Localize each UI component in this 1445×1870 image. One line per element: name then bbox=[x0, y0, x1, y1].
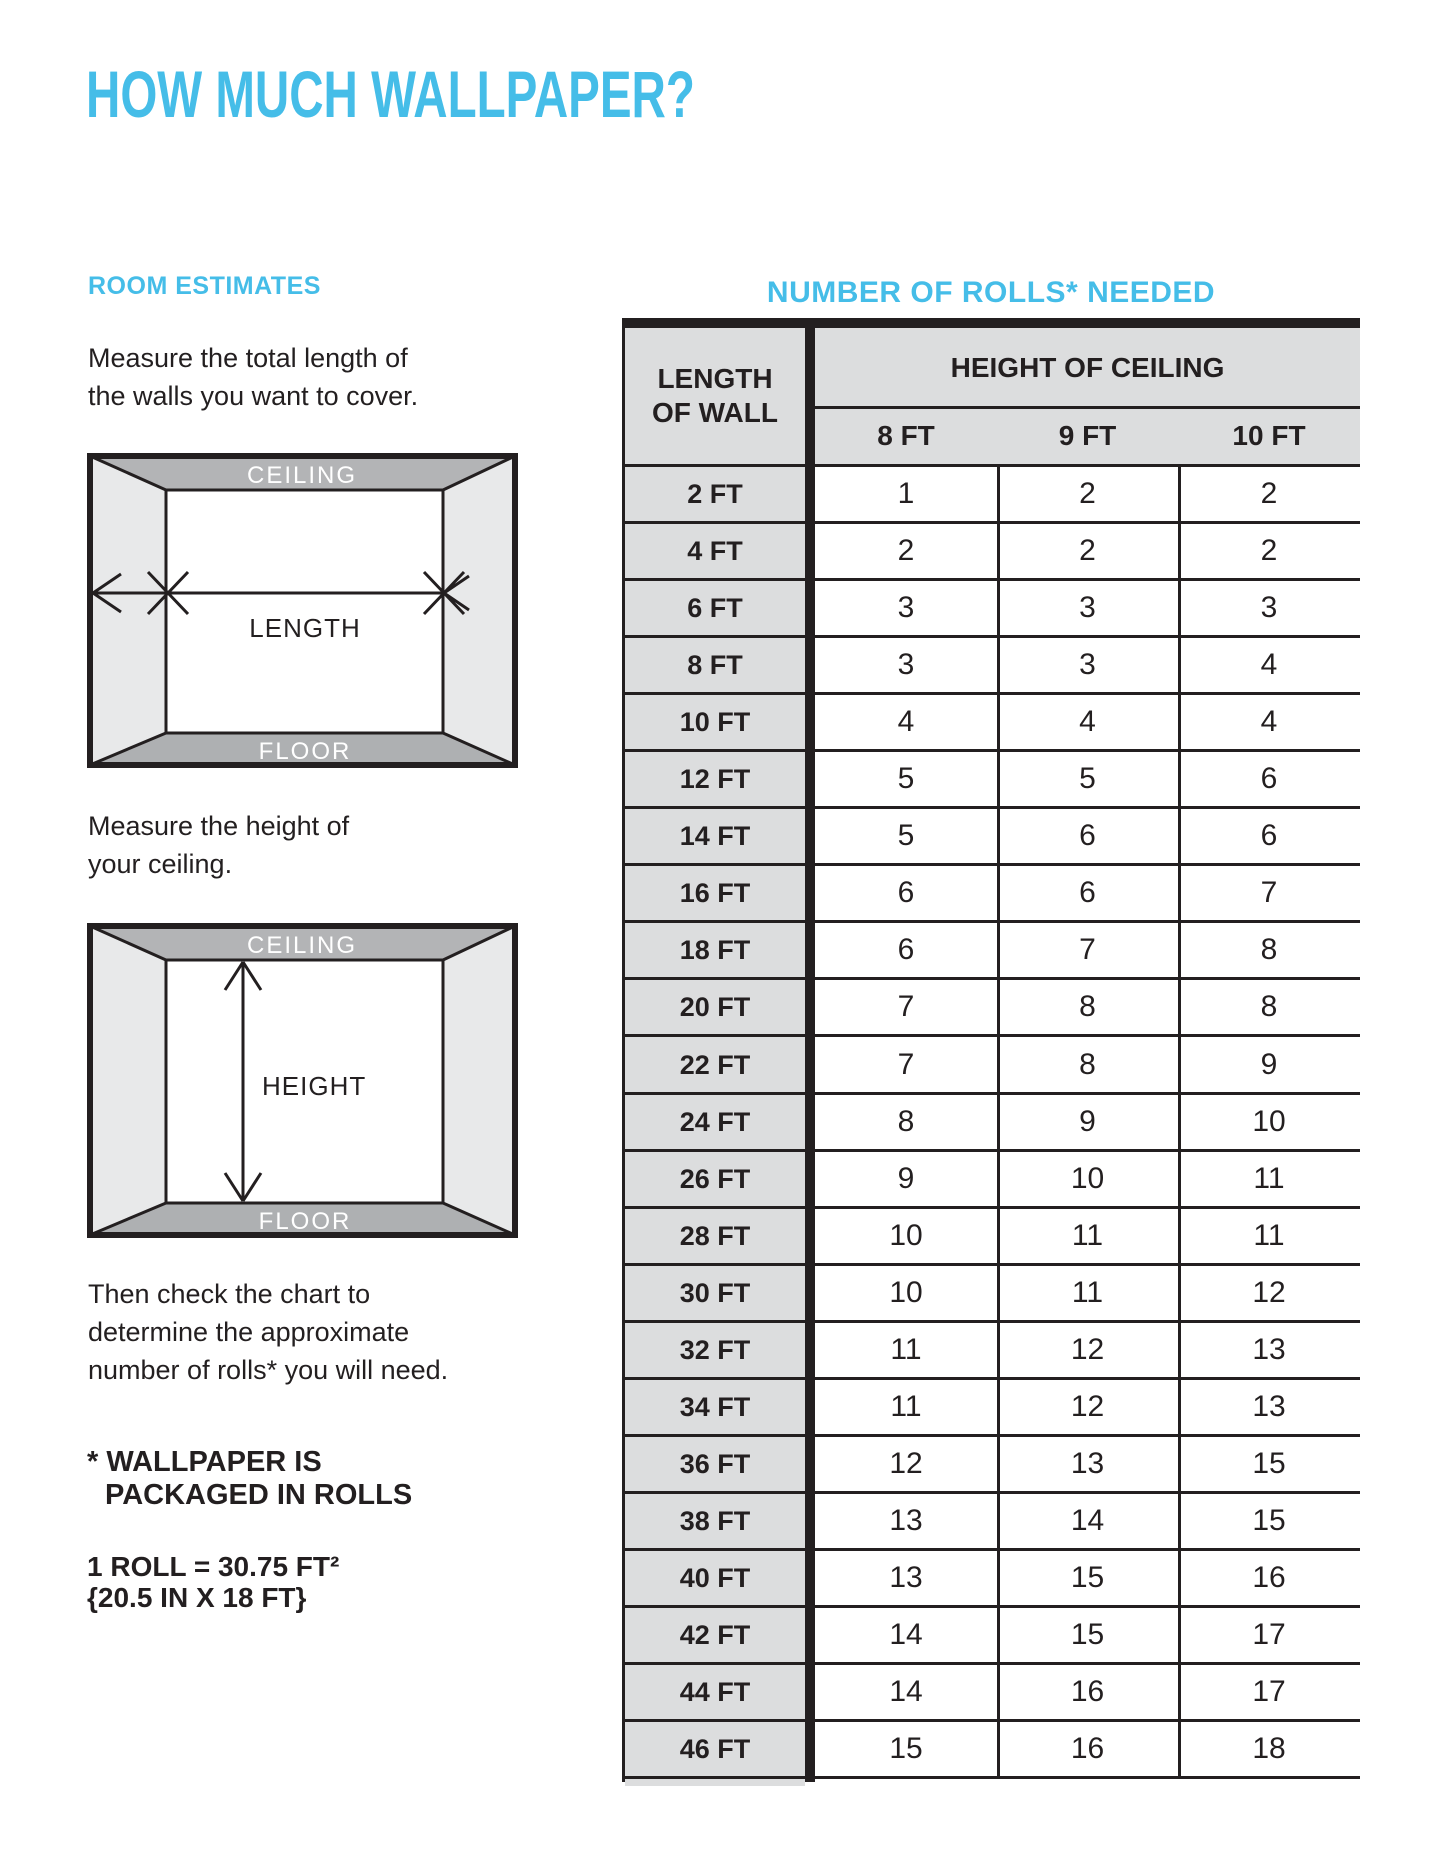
roll-count-cell: 16 bbox=[1070, 1675, 1105, 1708]
wall-length-cell: 8 FT bbox=[687, 649, 743, 680]
roll-count-cell: 3 bbox=[1079, 591, 1096, 624]
table-row bbox=[622, 1380, 1360, 1437]
floor-label: FLOOR bbox=[258, 738, 352, 765]
roll-count-cell: 9 bbox=[897, 1162, 915, 1195]
table-row bbox=[622, 695, 1360, 752]
roll-count-cell: 16 bbox=[1252, 1561, 1286, 1594]
roll-count-cell: 7 bbox=[897, 990, 915, 1023]
roll-area-line: 1 ROLL = 30.75 FT² bbox=[87, 1551, 340, 1582]
right-wall bbox=[443, 456, 515, 765]
wall-length-cell: 36 FT bbox=[679, 1448, 751, 1479]
wall-length-cell: 14 FT bbox=[679, 820, 751, 851]
table-row bbox=[622, 1038, 1360, 1095]
instruction-step-2 bbox=[88, 807, 349, 883]
instruction-step-1 bbox=[88, 339, 418, 415]
roll-count-cell: 2 bbox=[897, 534, 915, 567]
wall-length-cell: 20 FT bbox=[679, 991, 751, 1022]
room-estimates-heading: ROOM ESTIMATES bbox=[88, 272, 321, 300]
step1-line1: Measure the total length of bbox=[88, 343, 408, 373]
wall-length-cell: 40 FT bbox=[679, 1562, 751, 1593]
roll-count-cell: 6 bbox=[1260, 819, 1278, 852]
step2-line2: your ceiling. bbox=[88, 849, 233, 879]
roll-count-cell: 14 bbox=[1070, 1504, 1105, 1537]
length-of-wall-header bbox=[625, 328, 805, 464]
roll-count-cell: 8 bbox=[1079, 990, 1096, 1023]
table-row bbox=[622, 1152, 1360, 1209]
roll-count-cell: 6 bbox=[897, 933, 915, 966]
table-row bbox=[622, 752, 1360, 809]
roll-count-cell: 11 bbox=[890, 1390, 922, 1423]
table-row bbox=[622, 1209, 1360, 1266]
roll-count-cell: 12 bbox=[1070, 1390, 1105, 1423]
left-wall bbox=[90, 456, 166, 765]
table-row bbox=[622, 1608, 1360, 1665]
page-title: HOW MUCH WALLPAPER? bbox=[86, 57, 695, 131]
wall-length-cell: 34 FT bbox=[679, 1391, 751, 1422]
back-wall bbox=[166, 490, 443, 733]
table-row bbox=[622, 923, 1360, 980]
roll-count-cell: 7 bbox=[897, 1048, 915, 1081]
right-wall bbox=[443, 926, 515, 1235]
wall-length-cell: 32 FT bbox=[679, 1334, 751, 1365]
wall-length-cell: 16 FT bbox=[679, 877, 751, 908]
roll-count-cell: 10 bbox=[889, 1276, 923, 1309]
wall-length-cell: 2 FT bbox=[687, 478, 743, 509]
roll-count-cell: 2 bbox=[1260, 477, 1278, 510]
room-length-diagram bbox=[87, 453, 518, 768]
wall-length-cell: 30 FT bbox=[679, 1277, 751, 1308]
length-of-wall-line1: LENGTH bbox=[657, 363, 773, 394]
wall-length-cell: 46 FT bbox=[679, 1733, 751, 1764]
table-row bbox=[622, 809, 1360, 866]
roll-count-cell: 5 bbox=[897, 819, 915, 852]
roll-count-cell: 7 bbox=[1260, 876, 1278, 909]
roll-count-cell: 17 bbox=[1252, 1675, 1286, 1708]
roll-count-cell: 10 bbox=[889, 1219, 923, 1252]
roll-count-cell: 5 bbox=[897, 762, 915, 795]
wall-length-cell: 28 FT bbox=[679, 1220, 751, 1251]
roll-count-cell: 8 bbox=[1260, 933, 1278, 966]
roll-count-cell: 3 bbox=[897, 591, 915, 624]
roll-count-cell: 12 bbox=[1070, 1333, 1105, 1366]
table-top-border bbox=[622, 318, 1360, 328]
roll-count-cell: 12 bbox=[889, 1447, 923, 1480]
ceiling-label: CEILING bbox=[246, 462, 358, 489]
step3-line2: determine the approximate bbox=[88, 1317, 410, 1347]
roll-count-cell: 18 bbox=[1252, 1732, 1286, 1765]
col-header-10ft: 10 FT bbox=[1232, 420, 1306, 451]
roll-count-cell: 10 bbox=[1252, 1105, 1286, 1138]
roll-count-cell: 5 bbox=[1079, 762, 1096, 795]
roll-count-cell: 13 bbox=[889, 1561, 923, 1594]
table-row bbox=[622, 1494, 1360, 1551]
room-height-diagram bbox=[87, 923, 518, 1238]
roll-count-cell: 3 bbox=[897, 648, 915, 681]
length-of-wall-line2: OF WALL bbox=[652, 397, 778, 428]
step3-line1: Then check the chart to bbox=[88, 1279, 371, 1309]
wall-length-cell: 18 FT bbox=[679, 934, 751, 965]
roll-count-cell: 3 bbox=[1079, 648, 1096, 681]
table-row bbox=[622, 1722, 1360, 1779]
roll-count-cell: 13 bbox=[1070, 1447, 1105, 1480]
roll-count-cell: 11 bbox=[1253, 1219, 1285, 1252]
roll-count-cell: 8 bbox=[1079, 1048, 1096, 1081]
roll-size-info bbox=[87, 1551, 339, 1613]
roll-count-cell: 9 bbox=[1079, 1105, 1096, 1138]
roll-count-cell: 1 bbox=[897, 477, 915, 510]
table-row bbox=[622, 1551, 1360, 1608]
col-header-8ft: 8 FT bbox=[877, 420, 935, 451]
step1-line2: the walls you want to cover. bbox=[88, 381, 419, 411]
roll-count-cell: 12 bbox=[1252, 1276, 1286, 1309]
length-label: LENGTH bbox=[249, 613, 361, 643]
left-wall bbox=[90, 926, 166, 1235]
wall-length-cell: 4 FT bbox=[687, 535, 743, 566]
roll-count-cell: 13 bbox=[1252, 1390, 1286, 1423]
col-header-9ft: 9 FT bbox=[1058, 420, 1117, 451]
wall-length-cell: 12 FT bbox=[679, 763, 751, 794]
instruction-step-3 bbox=[88, 1275, 448, 1389]
roll-count-cell: 16 bbox=[1070, 1732, 1105, 1765]
roll-count-cell: 6 bbox=[1079, 819, 1096, 852]
roll-count-cell: 11 bbox=[1071, 1276, 1104, 1309]
roll-count-cell: 10 bbox=[1070, 1162, 1105, 1195]
table-row bbox=[622, 866, 1360, 923]
roll-count-cell: 2 bbox=[1079, 534, 1096, 567]
wall-length-cell: 26 FT bbox=[679, 1163, 751, 1194]
roll-count-cell: 4 bbox=[897, 705, 915, 738]
table-row bbox=[622, 1323, 1360, 1380]
roll-count-cell: 11 bbox=[1253, 1162, 1285, 1195]
wall-length-cell: 22 FT bbox=[679, 1049, 751, 1080]
step3-line3: number of rolls* you will need. bbox=[88, 1355, 449, 1385]
roll-count-cell: 15 bbox=[1252, 1504, 1286, 1537]
table-row bbox=[622, 1437, 1360, 1494]
wall-length-cell: 44 FT bbox=[679, 1676, 751, 1707]
roll-count-cell: 15 bbox=[1070, 1561, 1105, 1594]
table-row bbox=[622, 638, 1360, 695]
step2-line1: Measure the height of bbox=[88, 811, 350, 841]
roll-count-cell: 15 bbox=[1252, 1447, 1286, 1480]
table-row bbox=[622, 524, 1360, 581]
height-of-ceiling-header: HEIGHT OF CEILING bbox=[950, 352, 1225, 383]
roll-count-cell: 6 bbox=[1079, 876, 1096, 909]
table-row bbox=[622, 467, 1360, 524]
rolls-footnote bbox=[87, 1446, 412, 1512]
roll-count-cell: 14 bbox=[889, 1675, 923, 1708]
table-row bbox=[622, 1665, 1360, 1722]
wall-length-cell: 24 FT bbox=[679, 1106, 751, 1137]
table-row bbox=[622, 980, 1360, 1037]
table-row bbox=[622, 581, 1360, 638]
wall-length-cell: 38 FT bbox=[679, 1505, 751, 1536]
roll-count-cell: 17 bbox=[1252, 1618, 1286, 1651]
roll-count-cell: 15 bbox=[889, 1732, 923, 1765]
roll-count-cell: 13 bbox=[889, 1504, 923, 1537]
roll-count-cell: 8 bbox=[1260, 990, 1278, 1023]
floor-label: FLOOR bbox=[258, 1208, 352, 1235]
table-row bbox=[622, 1266, 1360, 1323]
roll-count-cell: 4 bbox=[1260, 705, 1278, 738]
footnote-line2: PACKAGED IN ROLLS bbox=[105, 1479, 413, 1511]
roll-count-cell: 7 bbox=[1079, 933, 1096, 966]
roll-count-cell: 8 bbox=[897, 1105, 915, 1138]
roll-count-cell: 14 bbox=[889, 1618, 923, 1651]
roll-count-cell: 15 bbox=[1070, 1618, 1105, 1651]
wall-length-cell: 10 FT bbox=[679, 706, 751, 737]
roll-count-cell: 3 bbox=[1260, 591, 1278, 624]
roll-count-cell: 4 bbox=[1079, 705, 1096, 738]
footnote-line1: * WALLPAPER IS bbox=[87, 1446, 322, 1478]
roll-count-cell: 6 bbox=[897, 876, 915, 909]
roll-count-cell: 11 bbox=[890, 1333, 922, 1366]
height-label: HEIGHT bbox=[262, 1071, 367, 1101]
table-row bbox=[622, 1095, 1360, 1152]
roll-count-cell: 2 bbox=[1260, 534, 1278, 567]
wall-length-cell: 6 FT bbox=[687, 592, 743, 623]
roll-count-cell: 11 bbox=[1071, 1219, 1104, 1252]
roll-count-cell: 13 bbox=[1252, 1333, 1286, 1366]
ceiling-label: CEILING bbox=[246, 932, 358, 959]
roll-count-cell: 2 bbox=[1079, 477, 1096, 510]
wall-length-cell: 42 FT bbox=[679, 1619, 751, 1650]
roll-count-cell: 6 bbox=[1260, 762, 1278, 795]
roll-count-cell: 9 bbox=[1260, 1048, 1278, 1081]
roll-count-cell: 4 bbox=[1260, 648, 1278, 681]
rolls-needed-heading: NUMBER OF ROLLS* NEEDED bbox=[766, 276, 1216, 309]
roll-dimensions-line: {20.5 IN X 18 FT} bbox=[87, 1582, 307, 1613]
